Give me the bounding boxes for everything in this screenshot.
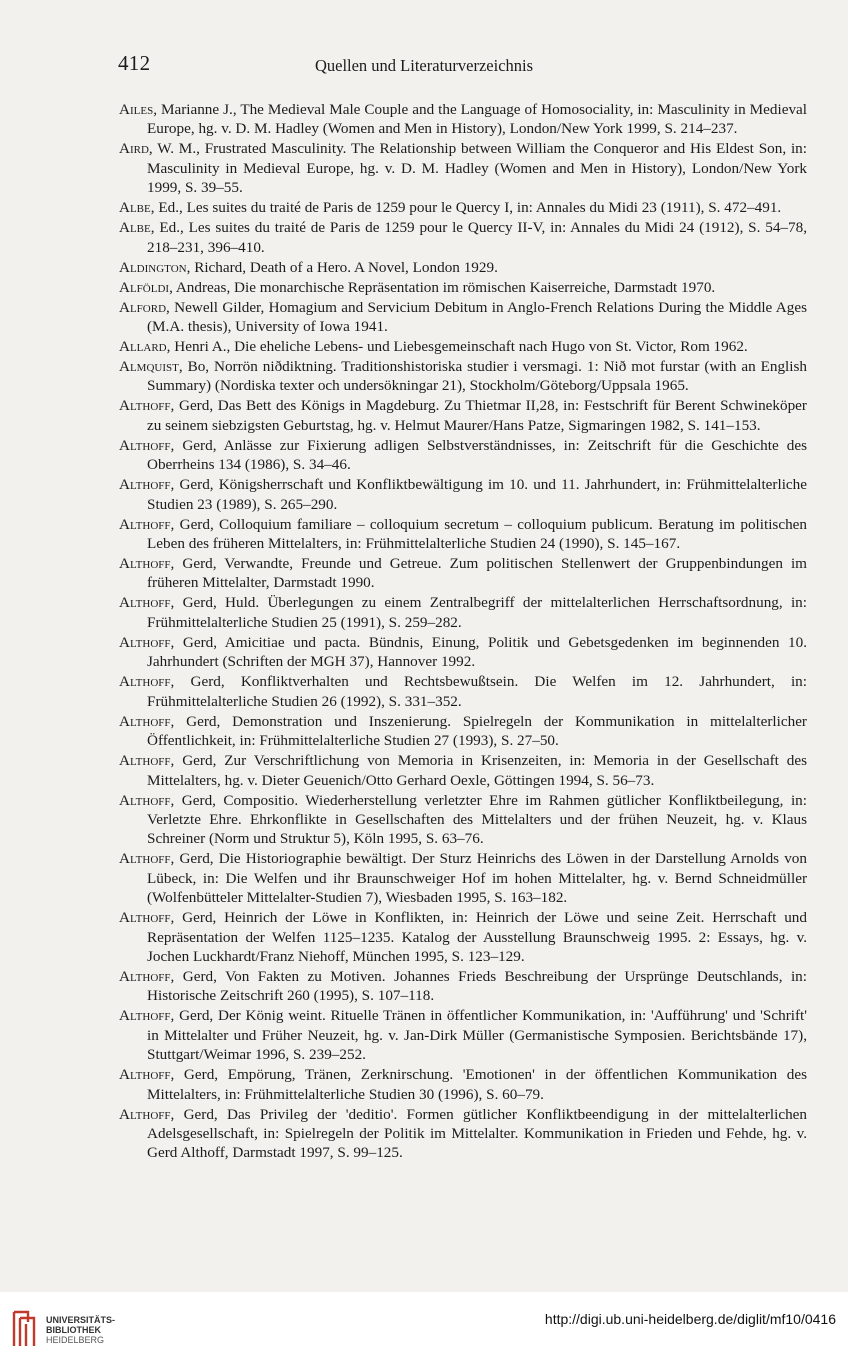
- bibliography-entry: [119, 751, 807, 790]
- entry-author: Aldington: [119, 258, 187, 276]
- bibliography-entry: [119, 908, 807, 966]
- entry-author: Albe: [119, 219, 151, 237]
- entry-text: , Gerd, Amicitiae und pacta. Bündnis, Einung, Politik und Gebetsgedenken im beginnenden 10. Jahrhundert (Schriften der MGH 37), Hannover 1992.: [147, 633, 807, 671]
- entry-text: , Gerd, Die Historiographie bewältigt. Der Sturz Heinrichs des Löwen in der Darstellung Arnolds von Lübeck, in: Die Welfen und ihr Braunschweiger Hof im hohen Mittelalter, hg. v. Bernd Schneidmüller (Wolfenbütteler Mittelalter-Studien 7), Wiesbaden 1995, S. 163–182.: [147, 850, 807, 907]
- bibliography-entry: [119, 1065, 807, 1104]
- entry-text: , Gerd, Verwandte, Freunde und Getreue. Zum politischen Stellenwert der Gruppenbindungen im früheren Mittelalter, Darmstadt 1990.: [147, 555, 807, 592]
- entry-text: , Gerd, Das Bett des Königs in Magdeburg. Zu Thietmar II,28, in: Festschrift für Berent Schwineköper zu seinem siebzigsten Geburtstag, hg. v. Helmut Maurer/Hans Patze, Sigmaringen 1982, S. 141–153.: [147, 397, 807, 434]
- entry-author: Althoff: [119, 594, 171, 612]
- entry-author: Althoff: [119, 1066, 171, 1084]
- entry-text: , Gerd, Huld. Überlegungen zu einem Zentralbegriff der mittelalterlichen Herrschaftsordnung, in: Frühmittelalterliche Studien 25 (1991), S. 259–282.: [147, 594, 807, 631]
- bibliography-entry: [119, 396, 807, 435]
- entry-text: , Gerd, Colloquium familiare – colloquium secretum – colloquium publicum. Beratung im politischen Leben des früheren Mittelalters, in: Frühmittelalterliche Studien 24 (1990), S. 145–167.: [147, 515, 807, 553]
- bibliography-entry: [119, 258, 807, 277]
- bibliography-entry: [119, 593, 807, 632]
- entry-author: Althoff: [119, 1105, 171, 1123]
- bibliography-entry: [119, 298, 807, 337]
- entry-author: Althoff: [119, 476, 171, 494]
- entry-author: Aird: [119, 140, 149, 158]
- entry-author: Althoff: [119, 555, 171, 573]
- entry-text: , Gerd, Empörung, Tränen, Zerknirschung. 'Emotionen' in der öffentlichen Kommunikation des Mittelalters, in: Frühmittelalterliche Studien 30 (1996), S. 60–79.: [147, 1066, 807, 1103]
- entry-text: , Henri A., Die eheliche Lebens- und Liebesgemeinschaft nach Hugo von St. Victor, Rom 1962.: [166, 338, 748, 356]
- entry-author: Althoff: [119, 712, 171, 730]
- entry-text: , Gerd, Zur Verschriftlichung von Memoria in Krisenzeiten, in: Memoria in der Gesellschaft des Mittelalters, hg. v. Dieter Geuenich/Otto Gerhard Oexle, Göttingen 1994, S. 56–73.: [147, 752, 807, 789]
- entry-text: , Gerd, Königsherrschaft und Konfliktbewältigung im 10. und 11. Jahrhundert, in: Frühmittelalterliche Studien 23 (1989), S. 265–290.: [147, 476, 807, 513]
- page-number: 412: [118, 51, 151, 75]
- bibliography-entry: [119, 1105, 807, 1163]
- entry-author: Althoff: [119, 515, 171, 533]
- entry-author: Althoff: [119, 967, 171, 985]
- bibliography-entry: [119, 357, 807, 396]
- entry-author: Ailes: [119, 101, 154, 118]
- entry-text: , Bo, Norrön niðdiktning. Traditionshistoriska studier i versmagi. 1: Nið mot furstar (with an English Summary) (Nordiska texter och undersökningar 21), Stockholm/Göteborg/Uppsala 1965.: [147, 358, 807, 395]
- entry-text: , Gerd, Der König weint. Rituelle Tränen in öffentlicher Kommunikation, in: 'Aufführung' und 'Schrift' in Mittelalter und Früher Neuzeit, hg. v. Jan-Dirk Müller (Germanistische Symposien. Berichtsbände 17), Stuttgart/Weimar 1996, S. 239–252.: [147, 1007, 807, 1064]
- entry-author: Althoff: [119, 791, 171, 809]
- entry-text: , Gerd, Demonstration und Inszenierung. Spielregeln der Kommunikation in mittelalterlicher Öffentlichkeit, in: Frühmittelalterliche Studien 27 (1993), S. 27–50.: [147, 712, 807, 750]
- library-logo-text: [46, 1315, 115, 1345]
- footer-bar: [0, 1292, 848, 1363]
- bibliography-entry: [119, 515, 807, 554]
- entry-text: , Newell Gilder, Homagium and Servicium Debitum in Anglo-French Relations During the Middle Ages (M.A. thesis), University of Iowa 1941.: [147, 298, 807, 336]
- entry-text: , Gerd, Das Privileg der 'deditio'. Formen gütlicher Konfliktbeendigung in der mittelalterlichen Adelsgesellschaft, in: Spielregeln der Politik im Mittelalter. Kommunikation in Frieden und Fehde, hg. v. Gerd Althoff, Darmstadt 1997, S. 99–125.: [147, 1105, 807, 1162]
- bibliography-entry: [119, 436, 807, 475]
- entry-text: , W. M., Frustrated Masculinity. The Relationship between William the Conqueror and His Eldest Son, in: Masculinity in Medieval Europe, hg. v. D. M. Hadley (Women and Men in History), London/New York 1999, S. 39–55.: [147, 140, 807, 197]
- entry-author: Althoff: [119, 752, 171, 770]
- running-head: Quellen und Literaturverzeichnis: [314, 56, 534, 75]
- library-emblem-icon: [8, 1308, 40, 1350]
- bibliography-entry: [119, 849, 807, 907]
- logo-line-3: HEIDELBERG: [46, 1335, 105, 1345]
- bibliography-list: [119, 100, 807, 1163]
- entry-author: Albe: [119, 199, 151, 217]
- library-logo[interactable]: [8, 1308, 158, 1350]
- entry-author: Allard: [119, 338, 167, 356]
- bibliography-entry: [119, 100, 807, 139]
- bibliography-entry: [119, 198, 807, 217]
- entry-author: Alföldi: [119, 278, 170, 296]
- entry-author: Althoff: [119, 850, 171, 868]
- entry-text: , Andreas, Die monarchische Repräsentation im römischen Kaiserreiche, Darmstadt 1970.: [169, 278, 716, 296]
- entry-author: Althoff: [119, 1007, 171, 1025]
- entry-text: , Gerd, Von Fakten zu Motiven. Johannes Frieds Beschreibung der Ursprünge Deutschlands, in: Historische Zeitschrift 260 (1995), S. 107–118.: [147, 967, 807, 1005]
- entry-author: Alford: [119, 298, 167, 316]
- entry-text: , Ed., Les suites du traité de Paris de 1259 pour le Quercy II-V, in: Annales du Midi 24 (1912), S. 54–78, 218–231, 396–410.: [147, 219, 807, 256]
- logo-line-2: BIBLIOTHEK: [46, 1325, 101, 1335]
- bibliography-entry: [119, 791, 807, 849]
- bibliography-entry: [119, 278, 807, 297]
- entry-author: Almquist: [119, 358, 179, 376]
- bibliography-entry: [119, 337, 807, 356]
- entry-text: , Gerd, Compositio. Wiederherstellung verletzter Ehre im Rahmen gütlicher Konfliktbeilegung, in: Verletzte Ehre. Ehrkonflikte in Gesellschaften des Mittelalters und der frühen Neuzeit, hg. v. Klaus Schreiner (Norm und Struktur 5), Köln 1995, S. 63–76.: [147, 791, 807, 848]
- entry-author: Althoff: [119, 397, 171, 415]
- entry-text: , Ed., Les suites du traité de Paris de 1259 pour le Quercy I, in: Annales du Midi 23 (1911), S. 472–491.: [150, 199, 782, 217]
- logo-line-1: UNIVERSITÄTS-: [46, 1315, 116, 1325]
- entry-text: , Gerd, Heinrich der Löwe in Konflikten, in: Heinrich der Löwe und seine Zeit. Herrschaft und Repräsentation der Welfen 1125–1235. Katalog der Ausstellung Braunschweig 1995. 2: Essays, hg. v. Jochen Luckhardt/Franz Niehoff, München 1995, S. 123–129.: [147, 909, 807, 965]
- entry-text: , Richard, Death of a Hero. A Novel, London 1929.: [186, 258, 498, 276]
- bibliography-entry: [119, 139, 807, 197]
- bibliography-entry: [119, 475, 807, 514]
- bibliography-entry: [119, 967, 807, 1006]
- entry-text: , Gerd, Konfliktverhalten und Rechtsbewußtsein. Die Welfen im 12. Jahrhundert, in: Frühmittelalterliche Studien 26 (1992), S. 331–352.: [147, 673, 807, 710]
- bibliography-entry: [119, 554, 807, 593]
- entry-text: , Gerd, Anlässe zur Fixierung adligen Selbstverständnisses, in: Zeitschrift für die Geschichte des Oberrheins 134 (1986), S. 34–46.: [147, 436, 807, 474]
- entry-author: Althoff: [119, 673, 171, 691]
- bibliography-entry: [119, 1006, 807, 1064]
- bibliography-entry: [119, 712, 807, 751]
- entry-author: Althoff: [119, 436, 171, 454]
- permalink-url[interactable]: http://digi.ub.uni-heidelberg.de/diglit/mf10/0416: [544, 1311, 836, 1327]
- entry-author: Althoff: [119, 633, 171, 651]
- bibliography-entry: [119, 218, 807, 257]
- bibliography-entry: [119, 672, 807, 711]
- entry-author: Althoff: [119, 909, 171, 927]
- bibliography-entry: [119, 633, 807, 672]
- entry-text: , Marianne J., The Medieval Male Couple and the Language of Homosociality, in: Masculinity in Medieval Europe, hg. v. D. M. Hadley (Women and Men in History), London/New York 1999, S. 214–237.: [147, 101, 807, 138]
